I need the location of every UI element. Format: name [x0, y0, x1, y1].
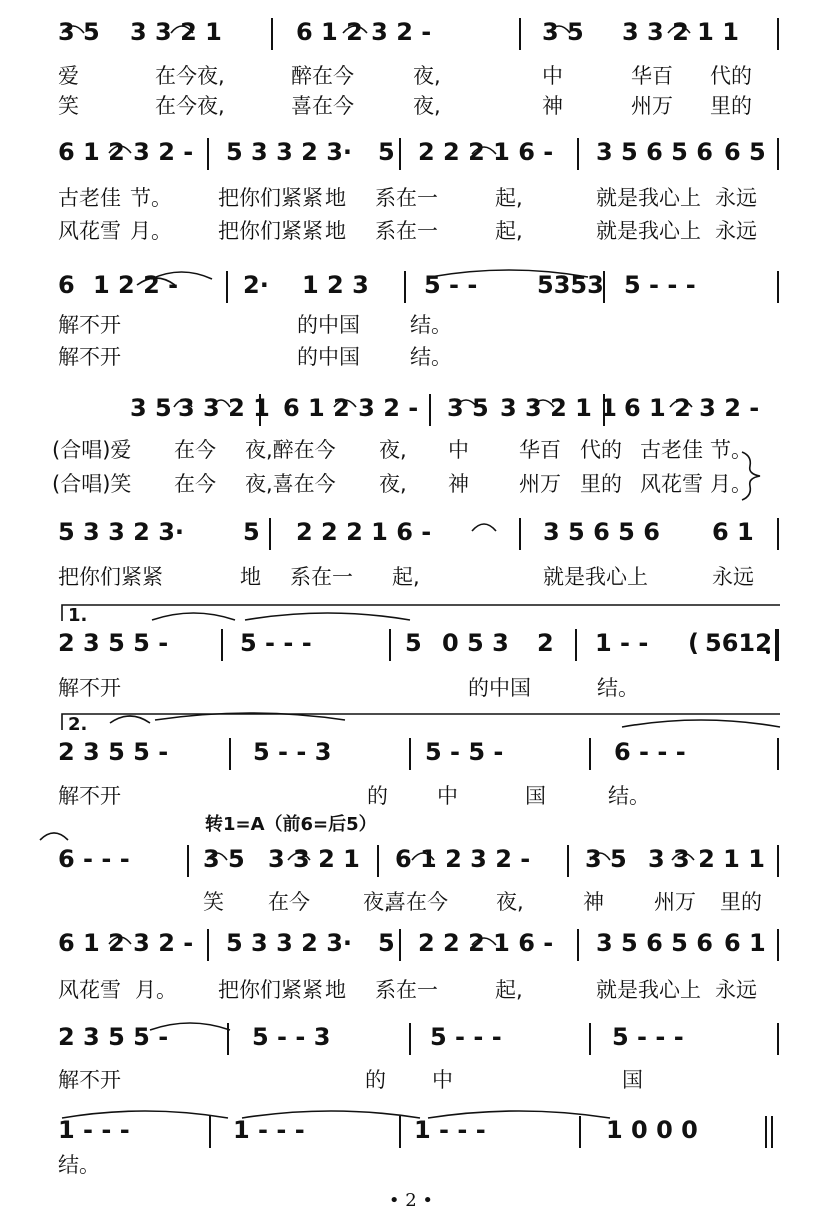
lyric-word: 的 — [367, 784, 388, 808]
lyric-word: 解不开 — [58, 1068, 121, 1092]
key-change-label: 转1=A（前6=后5） — [205, 814, 377, 835]
lyric-word: 的中国 — [297, 345, 360, 369]
lyric-word: 永远 — [715, 219, 757, 243]
notation-segment: 2 3 5 5 - — [58, 629, 169, 657]
lyric-word: 起, — [495, 219, 523, 243]
lyric-word: 地 — [325, 186, 346, 210]
lyric-word: 笑 — [203, 890, 224, 914]
lyrics-layer — [52, 64, 762, 1177]
notation-segment: 3 3 2 1 — [268, 845, 360, 873]
notation-segment: 3 5 — [542, 18, 584, 46]
lyric-word: 的中国 — [468, 676, 531, 700]
lyric-word: 夜, — [413, 94, 441, 118]
lyric-word: 起, — [392, 565, 420, 589]
notation-segment: 2 2 2 1 6 - — [418, 929, 554, 957]
notation-segment: 5 - 5 - — [425, 738, 504, 766]
lyric-word: 夜, — [363, 890, 391, 914]
notation-segment: 2 2 2 1 6 - — [418, 138, 554, 166]
notation-segment: 5 — [405, 629, 422, 657]
notation-segment: 1 2 2 - — [93, 271, 179, 299]
lyric-word: 月。 — [710, 472, 752, 496]
notation-segment: 5 - - 3 — [253, 738, 332, 766]
slur-arc — [245, 613, 410, 620]
slur-arc — [472, 524, 496, 531]
lyric-word: 起, — [495, 978, 523, 1002]
lyric-word: 把你们紧紧 — [218, 978, 323, 1002]
lyric-word: 里的 — [580, 472, 622, 496]
notation-segment: ( — [688, 629, 699, 657]
slur-arc — [40, 833, 68, 840]
notation-segment: 6 1 2 3 2 - — [395, 845, 531, 873]
lyric-word: 古老佳 — [58, 186, 121, 210]
notation-segment: 6 5 — [724, 138, 766, 166]
lyric-word: 国 — [525, 784, 546, 808]
notation-segment: 3 3 2 1 — [130, 18, 222, 46]
notation-segment: 5 3 3 2 3· — [226, 929, 353, 957]
notation-segment: 6 1 — [724, 929, 766, 957]
lyric-word: 结。 — [58, 1153, 100, 1177]
notation-segment: 5 — [378, 138, 395, 166]
lyric-word: 永远 — [715, 186, 757, 210]
notation-segment: 5612 — [705, 629, 772, 657]
lyric-word: 喜在今 — [385, 890, 448, 914]
notation-segment: 6 - - - — [614, 738, 686, 766]
lyric-word: 解不开 — [58, 345, 121, 369]
notation-segment: 6 1 2 3 2 - — [624, 394, 760, 422]
notation-segment: 5 3 3 2 3· — [226, 138, 353, 166]
lyric-word: 代的 — [710, 64, 752, 88]
notation-segment: 5 3 3 2 3· — [58, 518, 185, 546]
notation-segment: 1 - - - — [58, 1116, 130, 1144]
notation-segment: 5 - - — [424, 271, 478, 299]
lyric-word: 爱 — [58, 64, 79, 88]
notation-segment: 1 - - - — [414, 1116, 486, 1144]
volta-label: 2. — [68, 714, 88, 735]
notation-segment: 3 5 — [447, 394, 489, 422]
lyric-word: 醉在今 — [291, 64, 354, 88]
slur-arc — [152, 613, 235, 620]
slur-arc — [622, 720, 780, 727]
notation-segment: 3 5 — [58, 18, 100, 46]
lyric-word: 中 — [542, 64, 563, 88]
lyric-word: 永远 — [715, 978, 757, 1002]
volta-bracket — [62, 714, 780, 730]
lyric-word: (合唱)笑 — [52, 472, 132, 496]
lyric-word: 月。 — [135, 978, 177, 1002]
notation-segment: 6 1 2 3 2 - — [283, 394, 419, 422]
lyric-word: 笑 — [58, 94, 79, 118]
lyric-word: 华百 — [631, 64, 673, 88]
lyric-word: 系在一 — [375, 186, 438, 210]
notation-segment: 6 1 — [712, 518, 754, 546]
lyric-word: 节。 — [710, 438, 752, 462]
notation-segment: 1 2 3 — [302, 271, 369, 299]
notation-segment: 6 — [58, 271, 75, 299]
lyric-word: 中 — [448, 438, 469, 462]
notation-segment: 6 1 2 3 2 - — [296, 18, 432, 46]
lyric-word: 华百 — [519, 438, 561, 462]
lyric-word: 系在一 — [375, 978, 438, 1002]
lyric-word: 中 — [437, 784, 458, 808]
lyric-word: 结。 — [410, 313, 452, 337]
lyric-word: 神 — [542, 94, 563, 118]
notation-segment: 1 0 0 0 — [606, 1116, 698, 1144]
notation-segment: 5 - - - — [624, 271, 696, 299]
lyric-word: 风花雪 — [640, 472, 703, 496]
lyric-word: 节。 — [130, 186, 172, 210]
lyric-word: 月。 — [130, 219, 172, 243]
volta-label: 1. — [68, 605, 88, 626]
lyric-word: 把你们紧紧 — [58, 565, 163, 589]
lyric-word: 地 — [325, 219, 346, 243]
notation-segment: 6 1 2 3 2 - — [58, 929, 194, 957]
lyric-word: 州万 — [631, 94, 673, 118]
page-number: • 2 • — [388, 1190, 434, 1211]
lyric-word: 里的 — [710, 94, 752, 118]
notation-segment: 3 5 6 5 6 — [596, 138, 713, 166]
notation-segment: 6 1 2 3 2 - — [58, 138, 194, 166]
lyric-word: 结。 — [410, 345, 452, 369]
notation-segment: 0 5 3 — [442, 629, 509, 657]
lyric-word: 国 — [622, 1068, 643, 1092]
lyric-word: 夜,喜在今 — [245, 472, 336, 496]
lyric-word: 的 — [365, 1068, 386, 1092]
notation-segment: 5 - - 3 — [252, 1023, 331, 1051]
lyric-word: 州万 — [654, 890, 696, 914]
notation-segment: 1 - - - — [233, 1116, 305, 1144]
notation-segment: 5 — [378, 929, 395, 957]
slur-arc — [110, 716, 150, 723]
notation-segment: 2· — [243, 271, 269, 299]
notation-segment: 5 - - - — [430, 1023, 502, 1051]
lyric-word: 中 — [432, 1068, 453, 1092]
lyric-word: 在今夜, — [155, 94, 225, 118]
notation-segment: 1 - - — [595, 629, 649, 657]
lyric-word: (合唱)爱 — [52, 438, 132, 462]
notation-segment: 3 5 — [203, 845, 245, 873]
lyric-word: 古老佳 — [640, 438, 703, 462]
lyric-word: 结。 — [608, 784, 650, 808]
lyric-word: 夜, — [496, 890, 524, 914]
lyric-word: 州万 — [519, 472, 561, 496]
lyric-word: 风花雪 — [58, 219, 121, 243]
notation-segment: 3 5 6 5 6 — [543, 518, 660, 546]
notation-segment: 2 2 2 1 6 - — [296, 518, 432, 546]
lyric-word: 在今 — [174, 472, 216, 496]
notation-segment: 2 3 5 5 - — [58, 738, 169, 766]
notation-segment: 6 - - - — [58, 845, 130, 873]
lyric-word: 喜在今 — [291, 94, 354, 118]
lyric-word: 在今 — [268, 890, 310, 914]
lyric-word: 夜, — [413, 64, 441, 88]
lyric-word: 就是我心上 — [596, 978, 701, 1002]
lyric-word: 就是我心上 — [596, 186, 701, 210]
notation-segment: 3 5 6 5 6 — [596, 929, 713, 957]
notation-segment: 3 3 2 1 1 — [622, 18, 739, 46]
notation-segment: 5353 — [537, 271, 604, 299]
lyric-word: 地 — [240, 565, 261, 589]
lyric-word: 在今 — [174, 438, 216, 462]
lyric-word: 的中国 — [297, 313, 360, 337]
notation-segment: 3 5 — [585, 845, 627, 873]
lyric-word: 神 — [583, 890, 604, 914]
notation-segment: 5 - - - — [612, 1023, 684, 1051]
lyric-word: 系在一 — [290, 565, 353, 589]
notation-segment: 3 5 — [130, 394, 172, 422]
lyric-word: 地 — [325, 978, 346, 1002]
lyric-word: 风花雪 — [58, 978, 121, 1002]
notation-segment: 3 3 2 1 1 — [648, 845, 765, 873]
lyric-word: 解不开 — [58, 676, 121, 700]
lyric-word: 夜, — [379, 438, 407, 462]
lyric-word: 系在一 — [375, 219, 438, 243]
lyric-word: 就是我心上 — [596, 219, 701, 243]
notation-segment: 2 — [537, 629, 554, 657]
lyric-word: 起, — [495, 186, 523, 210]
lyric-word: 夜,醉在今 — [245, 438, 336, 462]
lyric-word: 把你们紧紧 — [218, 186, 323, 210]
lyric-word: 代的 — [580, 438, 622, 462]
notation-segment: 5 - - - — [240, 629, 312, 657]
notation-segment: 2 3 5 5 - — [58, 1023, 169, 1051]
lyric-word: 在今夜, — [155, 64, 225, 88]
lyric-word: 结。 — [597, 676, 639, 700]
volta-bracket — [62, 605, 780, 621]
notation-segment: 3 3 2 1 — [178, 394, 270, 422]
lyric-word: 里的 — [720, 890, 762, 914]
lyric-word: 解不开 — [58, 313, 121, 337]
lyric-word: 就是我心上 — [543, 565, 648, 589]
lyric-word: 永远 — [712, 565, 754, 589]
lyric-word: 把你们紧紧 — [218, 219, 323, 243]
notation-segment: 3 3 2 1 1 — [500, 394, 617, 422]
lyric-word: 神 — [448, 472, 469, 496]
lyric-word: 夜, — [379, 472, 407, 496]
notation-segment: 5 — [243, 518, 260, 546]
lyric-word: 解不开 — [58, 784, 121, 808]
